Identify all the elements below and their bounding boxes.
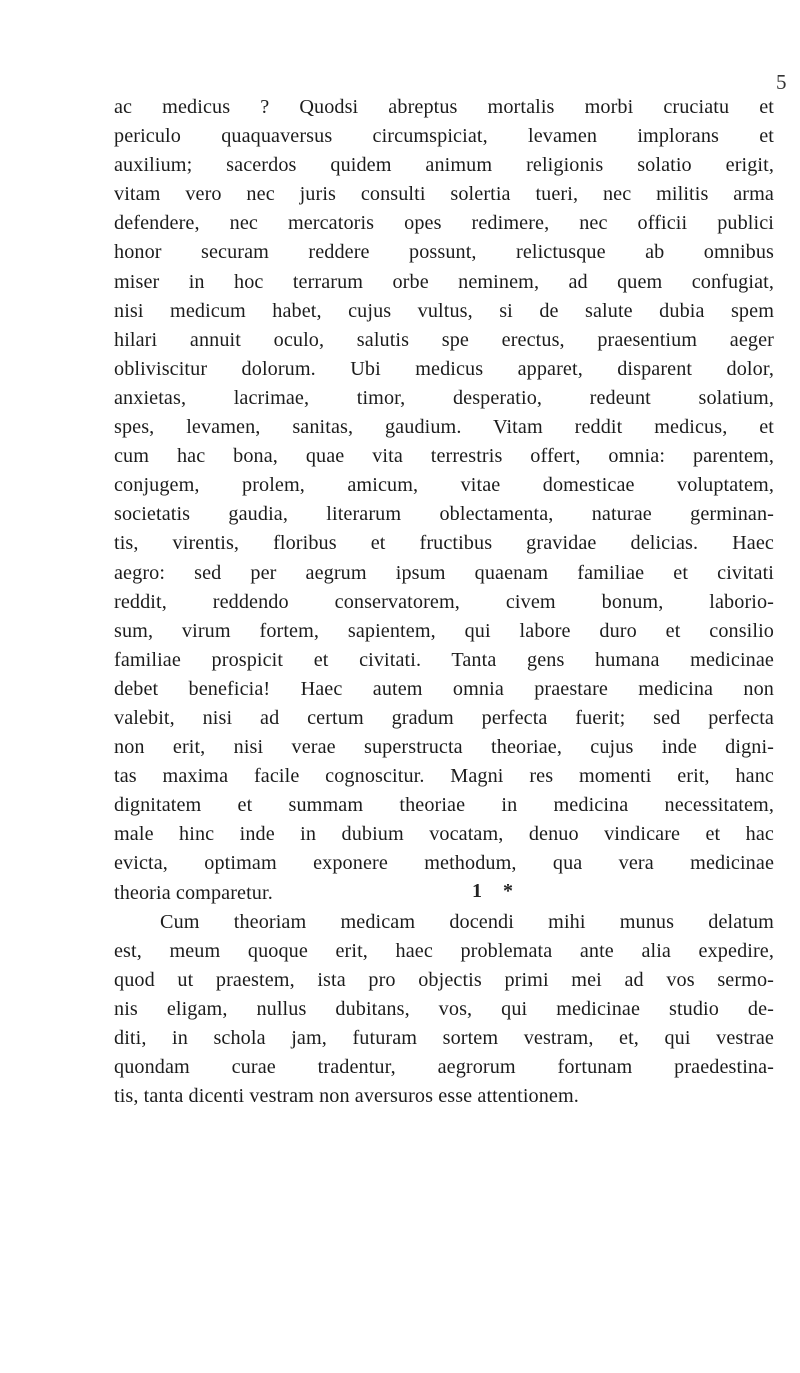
text-line: theoria comparetur. bbox=[114, 881, 273, 904]
paragraphs bbox=[114, 93, 774, 1111]
text-line: ac medicus ? Quodsi abreptus mortalis morbi cruciatu et bbox=[114, 96, 774, 118]
text-line: sum, virum fortem, sapientem, qui labore duro et consilio bbox=[114, 619, 774, 642]
text-line: societatis gaudia, literarum oblectamenta, naturae germinan- bbox=[114, 503, 774, 526]
text-line: tis, virentis, floribus et fructibus gravidae delicias. Haec bbox=[114, 532, 774, 555]
text-line: nisi medicum habet, cujus vultus, si de salute dubia spem bbox=[114, 299, 774, 322]
text-line: quondam curae tradentur, aegrorum fortunam praedestina- bbox=[114, 1056, 774, 1079]
body-text bbox=[114, 93, 774, 1111]
text-line: auxilium; sacerdos quidem animum religionis solatio erigit, bbox=[114, 154, 774, 177]
text-line: non erit, nisi verae superstructa theoriae, cujus inde digni- bbox=[114, 736, 774, 759]
text-line: honor securam reddere possunt, relictusque ab omnibus bbox=[114, 241, 774, 264]
text-line: nis eligam, nullus dubitans, vos, qui medicinae studio de- bbox=[114, 997, 774, 1020]
text-line: est, meum quoque erit, haec problemata ante alia expedire, bbox=[114, 939, 774, 962]
text-line: reddit, reddendo conservatorem, civem bonum, laborio- bbox=[114, 590, 774, 613]
text-line: hilari annuit oculo, salutis spe erectus, praesentium aeger bbox=[114, 328, 774, 351]
text-line: quod ut praestem, ista pro objectis primi mei ad vos sermo- bbox=[114, 968, 774, 991]
text-line: tas maxima facile cognoscitur. Magni res momenti erit, hanc bbox=[114, 765, 774, 788]
text-line: defendere, nec mercatoris opes redimere, nec officii publici bbox=[114, 212, 774, 235]
text-line: miser in hoc terrarum orbe neminem, ad quem confugiat, bbox=[114, 270, 774, 293]
text-line: anxietas, lacrimae, timor, desperatio, redeunt solatium, bbox=[114, 386, 774, 409]
text-line: cum hac bona, quae vita terrestris offert, omnia: parentem, bbox=[114, 445, 774, 468]
signature-mark: 1 * bbox=[472, 880, 521, 902]
text-line: dignitatem et summam theoriae in medicina necessitatem, bbox=[114, 794, 774, 817]
text-line: male hinc inde in dubium vocatam, denuo vindicare et hac bbox=[114, 823, 774, 846]
text-line: spes, levamen, sanitas, gaudium. Vitam reddit medicus, et bbox=[114, 416, 774, 439]
text-line: aegro: sed per aegrum ipsum quaenam familiae et civitati bbox=[114, 561, 774, 584]
text-line: valebit, nisi ad certum gradum perfecta fuerit; sed perfecta bbox=[114, 706, 774, 729]
text-line: debet beneficia! Haec autem omnia praestare medicina non bbox=[114, 677, 774, 700]
text-line: diti, in schola jam, futuram sortem vestram, et, qui vestrae bbox=[114, 1027, 774, 1049]
text-line: Cum theoriam medicam docendi mihi munus delatum bbox=[160, 910, 774, 933]
page-number: 5 bbox=[776, 70, 787, 94]
text-line: familiae prospicit et civitati. Tanta gens humana medicinae bbox=[114, 648, 774, 671]
text-line: tis, tanta dicenti vestram non aversuros esse attentionem. bbox=[114, 1085, 579, 1108]
text-line: obliviscitur dolorum. Ubi medicus apparet, disparent dolor, bbox=[114, 357, 774, 380]
text-line: evicta, optimam exponere methodum, qua vera medicinae bbox=[114, 852, 774, 875]
text-line: periculo quaquaversus circumspiciat, levamen implorans et bbox=[114, 125, 774, 148]
text-line: vitam vero nec juris consulti solertia tueri, nec militis arma bbox=[114, 183, 774, 206]
text-line: conjugem, prolem, amicum, vitae domesticae voluptatem, bbox=[114, 474, 774, 497]
